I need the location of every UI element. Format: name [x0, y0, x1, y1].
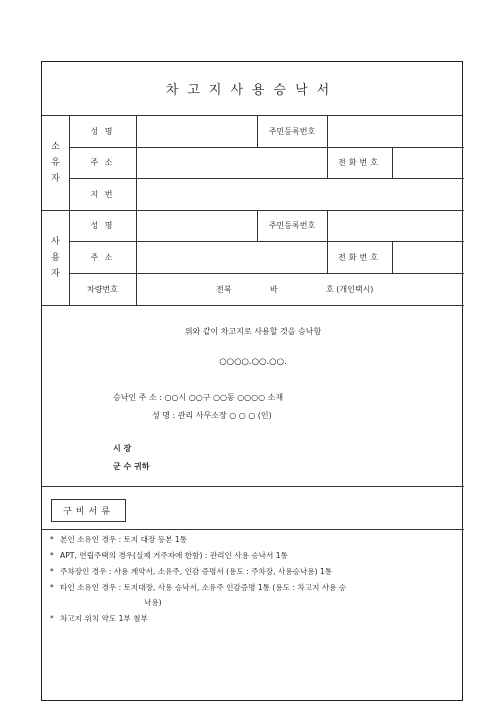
bullet: *: [50, 614, 54, 623]
owner-phone-label: 전화번호: [338, 158, 381, 167]
owner-name-label: 성 명: [90, 127, 115, 136]
bullet: *: [50, 567, 54, 576]
user-name-label: 성 명: [90, 221, 115, 230]
user-address-label: 주 소: [90, 252, 115, 262]
owner-label-char: 자: [51, 174, 60, 184]
required-docs-title: 구비서류: [51, 499, 126, 522]
user-address-field[interactable]: [136, 241, 327, 273]
owner-id-label: 주민등록번호: [268, 127, 316, 136]
section-divider: [42, 529, 464, 530]
owner-section-label: [42, 116, 69, 210]
consent-date: ○○○○.○○.○○.: [219, 357, 287, 367]
user-phone-label: 전화번호: [338, 252, 381, 262]
bullet: *: [50, 551, 54, 560]
grantor-address: 승낙인 주 소 : ○○시 ○○구 ○○동 ○○○○ 소재: [113, 393, 284, 402]
vehicle-suffix: 호 (개인택시): [326, 284, 374, 294]
vehicle-region: 전북: [216, 284, 232, 294]
vehicle-number-label: 차량번호: [87, 284, 118, 294]
user-phone-field[interactable]: [392, 241, 464, 273]
owner-id-field[interactable]: [327, 116, 464, 147]
required-doc-item: [50, 613, 148, 624]
bullet: *: [50, 535, 54, 544]
required-doc-item: [50, 534, 187, 545]
garage-use-consent-form: [41, 61, 463, 701]
section-divider: [42, 486, 464, 487]
user-label-char: 자: [51, 268, 60, 279]
user-label-char: 용: [51, 252, 60, 263]
form-title: 차고지사용승낙서: [42, 62, 462, 116]
grantor-name: 성 명 : 관리 사무소장 ○ ○ ○ (인): [152, 411, 272, 420]
owner-name-field[interactable]: [136, 116, 257, 147]
required-doc-text: APT, 연립주택의 경우(실제 거주자에 한함) : 관리인 사용 승낙서 1통: [60, 551, 288, 560]
recipient-mayor: 시 장: [113, 444, 132, 453]
required-doc-item: [50, 550, 288, 561]
required-doc-text: 타인 소유인 경우 : 토지대장, 사용 승낙서, 소유주 인감증명 1통 (용도 : 차고지 사용 승: [60, 583, 347, 592]
user-id-field[interactable]: [327, 210, 464, 241]
user-label-char: 사: [51, 236, 60, 247]
required-doc-item: [50, 582, 346, 593]
user-section-label: [42, 210, 69, 305]
bullet: *: [50, 583, 54, 592]
required-doc-text: 본인 소유인 경우 : 토지 대장 등본 1통: [60, 535, 187, 544]
owner-lot-label: 지 번: [90, 189, 115, 199]
vehicle-number-field[interactable]: [136, 273, 464, 305]
consent-statement: 위와 같이 차고지로 사용할 것을 승낙함: [184, 327, 322, 336]
section-divider: [42, 305, 464, 306]
owner-lot-field[interactable]: [136, 178, 464, 210]
vehicle-class: 바: [270, 284, 278, 294]
required-doc-text: 주차장인 경우 : 사용 계약서, 소유주, 인감 증명서 (용도 : 주차장, 사용승낙용) 1통: [60, 567, 333, 576]
owner-address-field[interactable]: [136, 147, 327, 178]
recipient-county: 군 수 귀하: [113, 462, 150, 471]
required-doc-text: 차고지 위치 약도 1부 첨부: [60, 614, 148, 623]
required-doc-item: [50, 566, 332, 577]
user-id-label: 주민등록번호: [268, 221, 316, 230]
required-doc-continuation: 낙용): [144, 598, 162, 607]
owner-label-char: 유: [51, 158, 60, 168]
owner-phone-field[interactable]: [392, 147, 464, 178]
user-name-field[interactable]: [136, 210, 257, 241]
owner-label-char: 소: [51, 142, 60, 152]
owner-address-label: 주 소: [90, 158, 115, 167]
